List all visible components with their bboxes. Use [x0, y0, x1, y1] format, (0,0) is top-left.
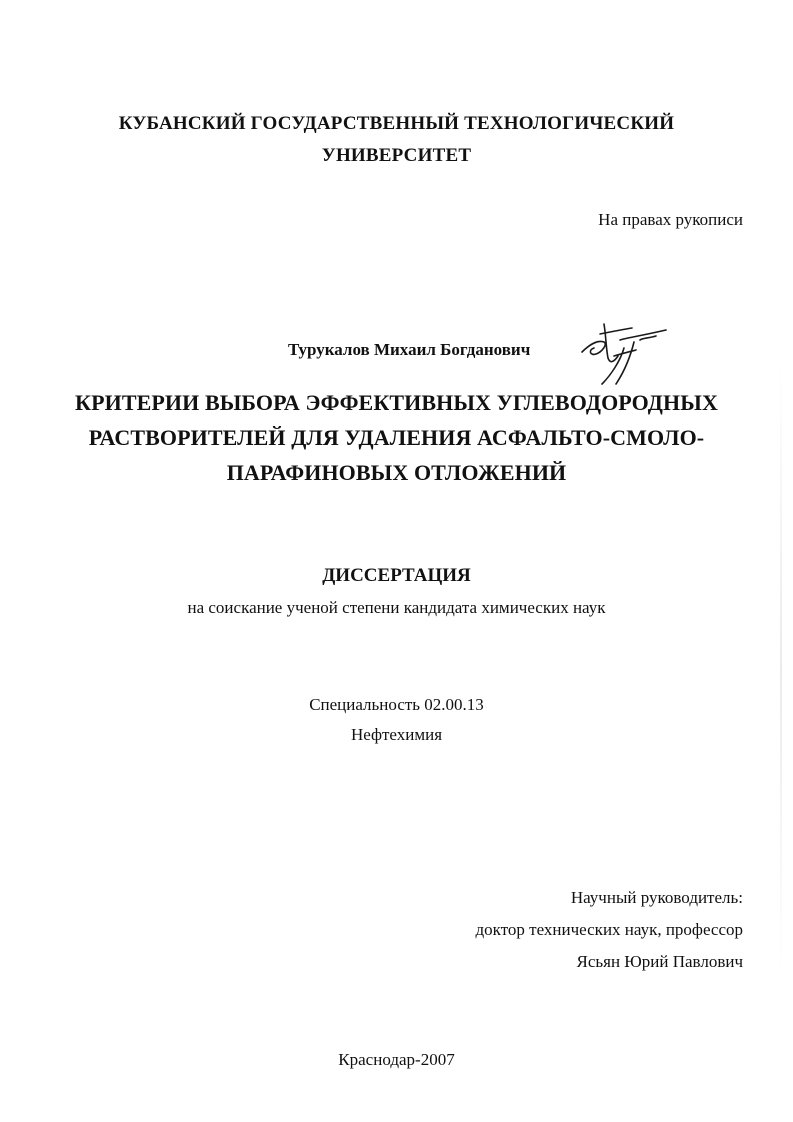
- specialty-code: Специальность 02.00.13: [309, 695, 484, 714]
- city-year: Краснодар-2007: [338, 1050, 455, 1069]
- author-name: Турукалов Михаил Богданович: [288, 340, 531, 359]
- degree-description: на соискание ученой степени кандидата химических наук: [187, 598, 606, 617]
- university-name-line-2: УНИВЕРСИТЕТ: [321, 145, 472, 166]
- dissertation-title-line-3: ПАРАФИНОВЫХ ОТЛОЖЕНИЙ: [226, 460, 567, 485]
- dissertation-title-line-2: РАСТВОРИТЕЛЕЙ ДЛЯ УДАЛЕНИЯ АСФАЛЬТО-СМОЛО-: [88, 425, 705, 450]
- specialty-name: Нефтехимия: [350, 725, 443, 744]
- advisor-label: Научный руководитель:: [570, 888, 743, 907]
- advisor-title: доктор технических наук, профессор: [475, 920, 743, 939]
- university-name-line-1: КУБАНСКИЙ ГОСУДАРСТВЕННЫЙ ТЕХНОЛОГИЧЕСКИЙ: [118, 113, 675, 134]
- signature-icon: [580, 318, 670, 386]
- document-type: ДИССЕРТАЦИЯ: [322, 565, 471, 586]
- advisor-name: Ясьян Юрий Павлович: [576, 952, 743, 971]
- dissertation-title-line-1: КРИТЕРИИ ВЫБОРА ЭФФЕКТИВНЫХ УГЛЕВОДОРОДНЫХ: [75, 390, 718, 415]
- manuscript-note: На правах рукописи: [598, 210, 743, 229]
- page-edge-shadow: [780, 360, 782, 980]
